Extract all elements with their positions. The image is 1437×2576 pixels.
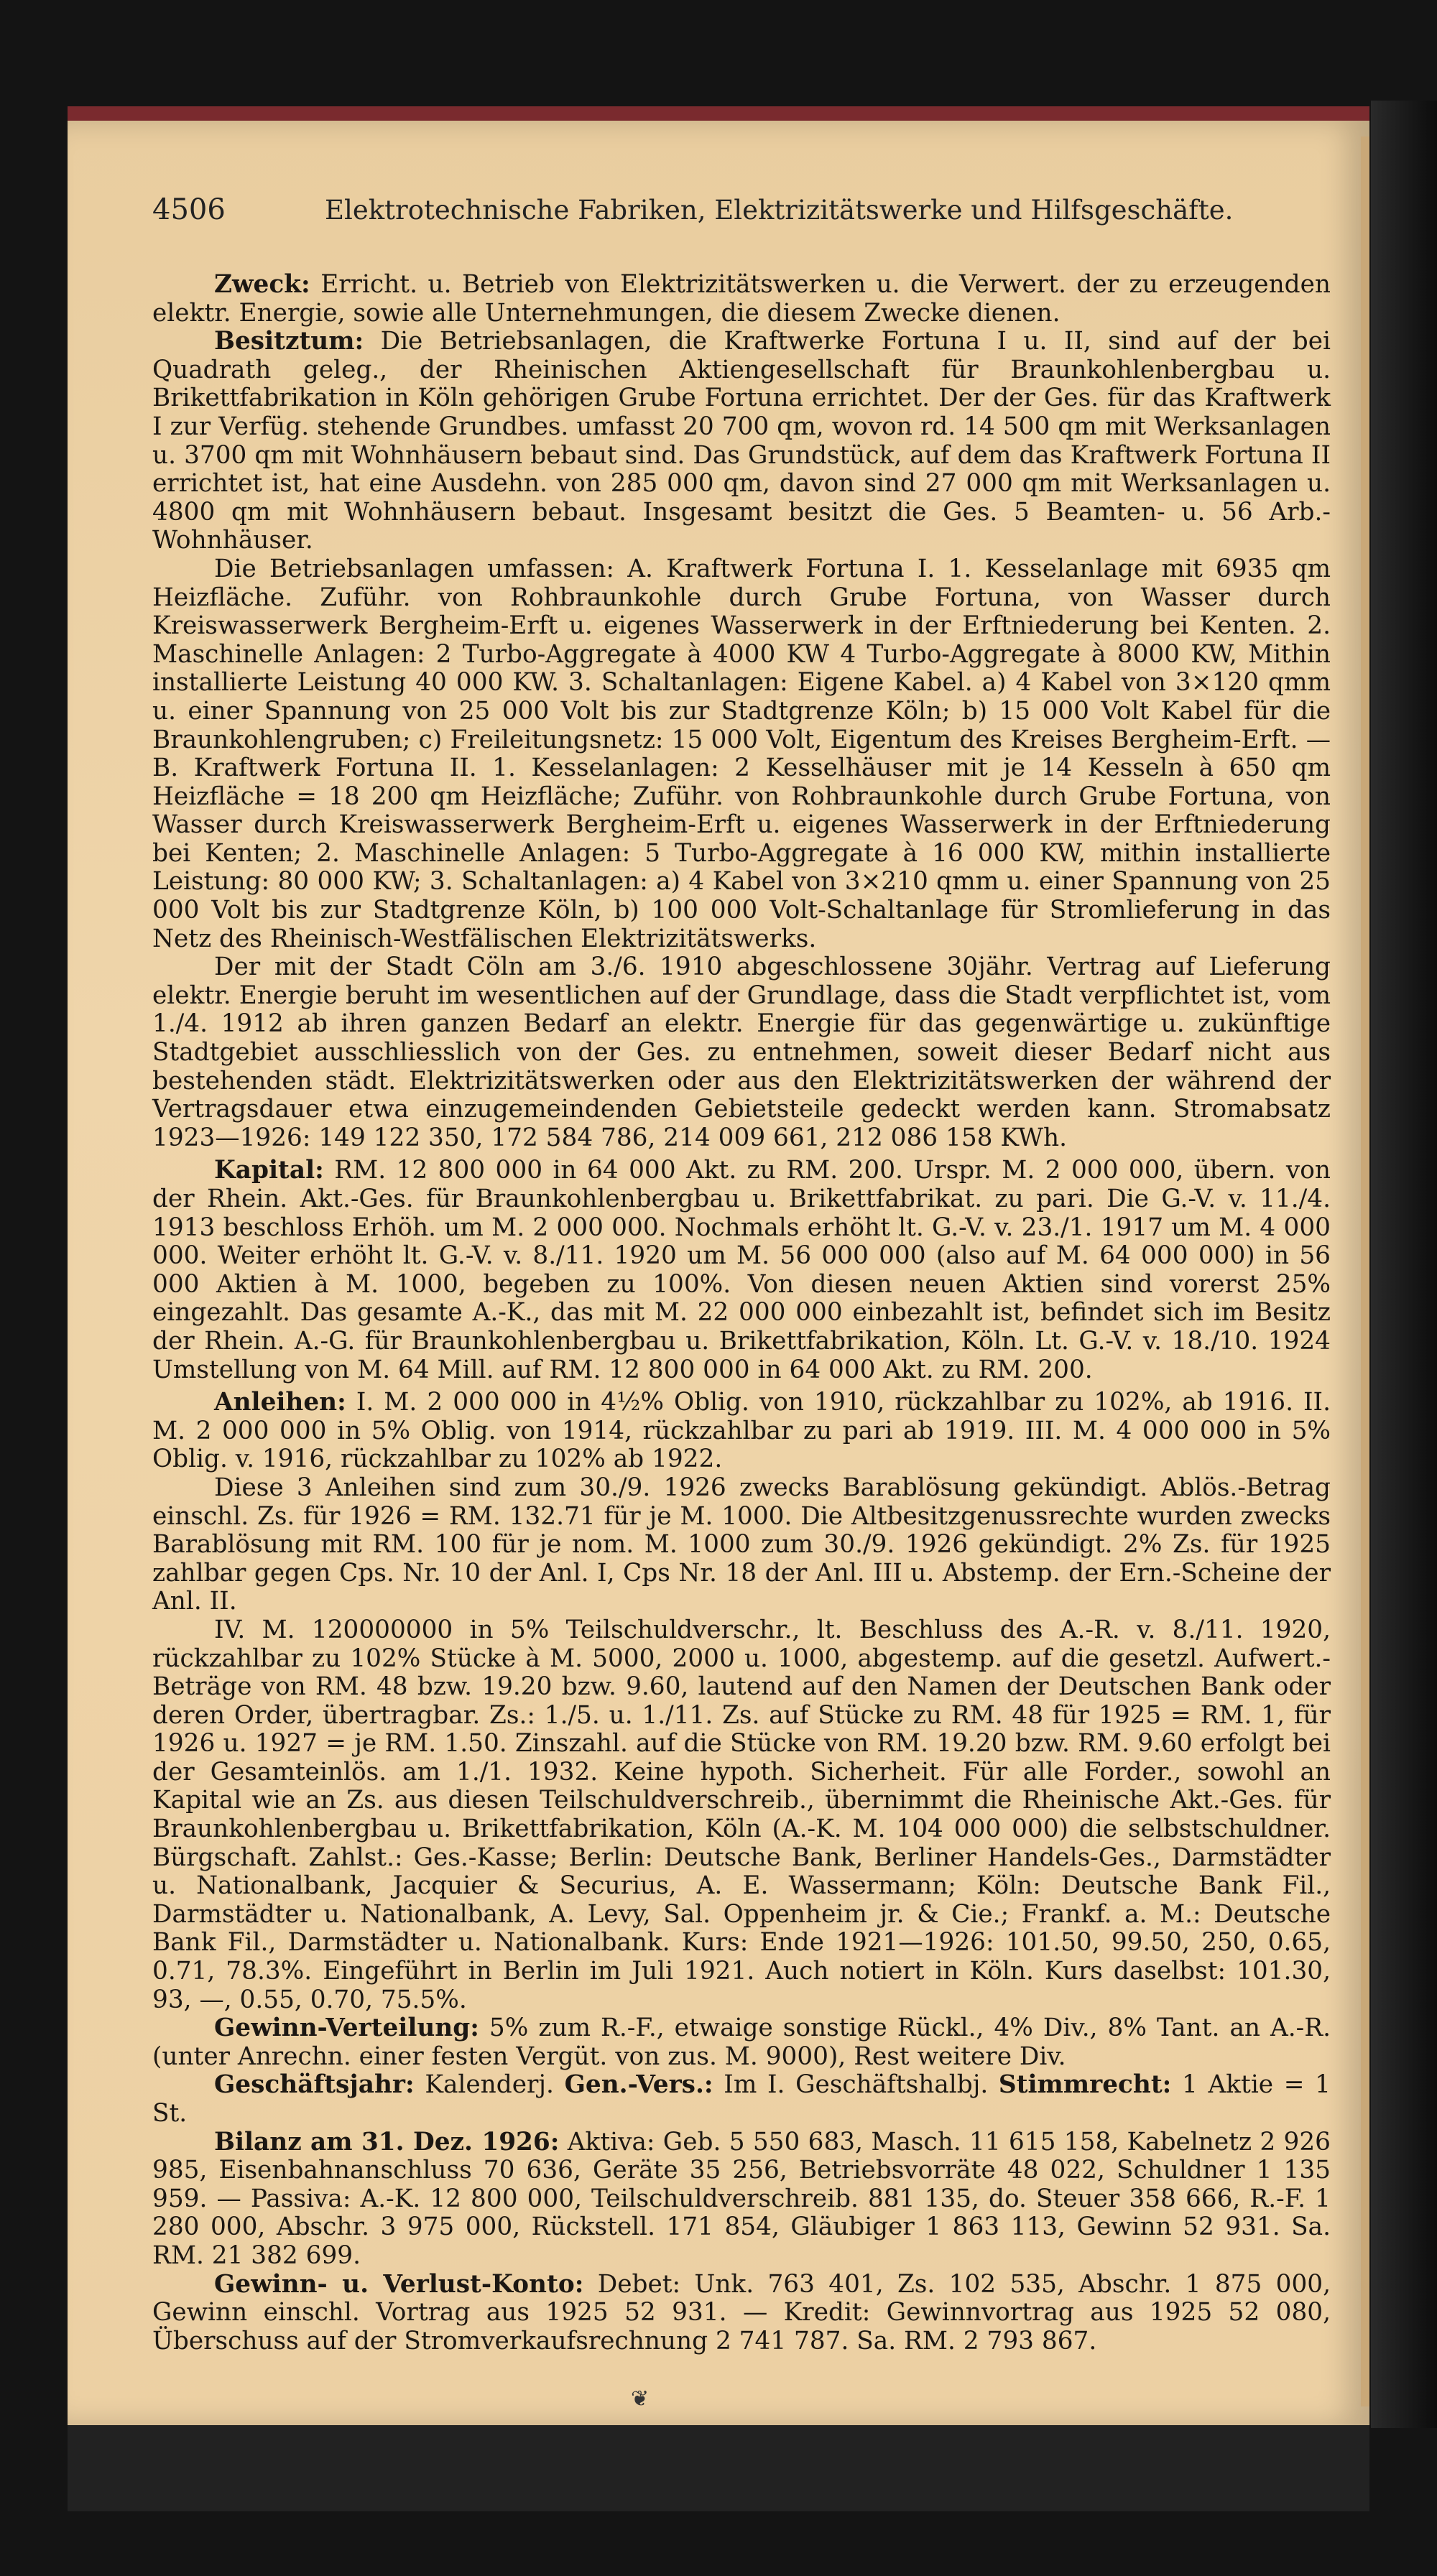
running-head: Elektrotechnische Fabriken, Elektrizitätswerke und Hilfsgeschäfte. bbox=[325, 195, 1234, 226]
paragraph-barablosung: Diese 3 Anleihen sind zum 30./9. 1926 zwecks Barablösung gekündigt. Ablös.-Betrag einschl. Zs. für 1926 = RM. 132.71 für je M. 1000. Die Altbesitzgenussrechte wurden zwecks Barablösung mit RM. 100 für je nom. M. 1000 zum 30./9. 1926 gekündigt. 2% Zs. für 1925 zahlbar gegen Cps. Nr. 10 der Anl. I, Cps Nr. 18 der Anl. III u. Abstemp. der Ern.-Scheine der Anl. II. bbox=[152, 1473, 1331, 1616]
paragraph-vertrag: Der mit der Stadt Cöln am 3./6. 1910 abgeschlossene 30jähr. Vertrag auf Lieferung elektr. Energie beruht im wesentlichen auf der Grundlage, dass die Stadt verpflichtet ist, vom 1./4. 1912 ab ihren ganzen Bedarf an elektr. Energie für das gegenwärtige u. zukünftige Stadtgebiet ausschliesslich von der Ges. zu entnehmen, soweit dieser Bedarf nicht aus bestehenden städt. Elektrizitätswerken oder aus den Elektrizitätswerken der während der Vertragsdauer etwa einzugemeindenden Gebietsteile gedeckt werden kann. Stromabsatz 1923—1926: 149 122 350, 172 584 786, 214 009 661, 212 086 158 KWh. bbox=[152, 953, 1331, 1152]
paragraph-anleihen: Anleihen: I. M. 2 000 000 in 4½% Oblig. von 1910, rückzahlbar zu 102%, ab 1916. II. M. 2 000 000 in 5% Oblig. von 1914, rückzahlbar zu pari ab 1919. III. M. 4 000 000 in 5% Oblig. v. 1916, rückzahlbar zu 102% ab 1922. bbox=[152, 1388, 1331, 1474]
ornament-icon: ❦ bbox=[631, 2386, 650, 2411]
paragraph-teilschuld: IV. M. 120000000 in 5% Teilschuldverschr., lt. Beschluss des A.-R. v. 8./11. 1920, rückzahlbar zu 102% Stücke à M. 5000, 2000 u. 1000, abgestemp. auf die gesetzl. Aufwert.-Beträge von RM. 48 bzw. 19.20 bzw. 9.60, lautend auf den Namen der Deutschen Bank oder deren Order, übertragbar. Zs.: 1./5. u. 1./11. Zs. auf Stücke zu RM. 48 für 1925 = RM. 1, für 1926 u. 1927 = je RM. 1.50. Zinszahl. auf die Stücke von RM. 19.20 bzw. RM. 9.60 erfolgt bei der Gesamteinlös. am 1./1. 1932. Keine hypoth. Sicherheit. Für alle Forder., sowohl an Kapital wie an Zs. aus diesen Teilschuldverschreib., übernimmt die Rheinische Akt.-Ges. für Braunkohlenbergbau u. Brikettfabrikation, Köln (A.-K. M. 104 000 000) die selbstschuldner. Bürgschaft. Zahlst.: Ges.-Kasse; Berlin: Deutsche Bank, Berliner Handels-Ges., Darmstädter u. Nationalbank, Jacquier & Securius, A. E. Wassermann; Köln: Deutsche Bank Fil., Darmstädter u. Nationalbank, A. Levy, Sal. Oppenheim jr. & Cie.; Frankf. a. M.: Deutsche Bank Fil., Darmstädter u. Nationalbank. Kurs: Ende 1921—1926: 101.50, 99.50, 250, 0.65, 0.71, 78.3%. Eingeführt in Berlin im Juli 1921. Auch notiert in Köln. Kurs daselbst: 101.30, 93, —, 0.55, 0.70, 75.5%. bbox=[152, 1615, 1331, 2014]
paragraph-zweck: Zweck: Erricht. u. Betrieb von Elektrizitätswerken u. die Verwert. der zu erzeugenden elektr. Energie, sowie alle Unternehmungen, die diesem Zwecke dienen. bbox=[152, 270, 1331, 328]
paragraph-betriebsanlagen: Die Betriebsanlagen umfassen: A. Kraftwerk Fortuna I. 1. Kesselanlage mit 6935 qm Heizfläche. Zuführ. von Rohbraunkohle durch Grube Fortuna, von Wasser durch Kreiswasserwerk Bergheim-Erft u. eigenes Wasserwerk in der Erftniederung bei Kenten. 2. Maschinelle Anlagen: 2 Turbo-Aggregate à 4000 KW 4 Turbo-Aggregate à 8000 KW, Mithin installierte Leistung 40 000 KW. 3. Schaltanlagen: Eigene Kabel. a) 4 Kabel von 3×120 qmm u. einer Spannung von 25 000 Volt bis zur Stadtgrenze Köln; b) 15 000 Volt Kabel für die Braunkohlengruben; c) Freileitungsnetz: 15 000 Volt, Eigentum des Kreises Bergheim-Erft. — B. Kraftwerk Fortuna II. 1. Kesselanlagen: 2 Kesselhäuser mit je 14 Kesseln à 650 qm Heizfläche = 18 200 qm Heizfläche; Zuführ. von Rohbraunkohle durch Grube Fortuna, von Wasser durch Kreiswasserwerk Bergheim-Erft u. eigenes Wasserwerk in der Erftniederung bei Kenten; 2. Maschinelle Anlagen: 5 Turbo-Aggregate à 16 000 KW, mithin installierte Leistung: 80 000 KW; 3. Schaltanlagen: a) 4 Kabel von 3×210 qmm u. einer Spannung von 25 000 Volt bis zur Stadtgrenze Köln, b) 100 000 Volt-Schaltanlage für Stromlieferung in das Netz des Rheinisch-Westfälischen Elektrizitätswerks. bbox=[152, 554, 1331, 953]
paragraph-besitztum: Besitztum: Die Betriebsanlagen, die Kraftwerke Fortuna I u. II, sind auf der bei Quadrath geleg., der Rheinischen Aktiengesellschaft für Braunkohlenbergbau u. Brikettfabrikation in Köln gehörigen Grube Fortuna errichtet. Der der Ges. für das Kraftwerk I zur Verfüg. stehende Grundbes. umfasst 20 700 qm, wovon rd. 14 500 qm mit Werksanlagen u. 3700 qm mit Wohnhäusern bebaut sind. Das Grundstück, auf dem das Kraftwerk Fortuna II errichtet ist, hat eine Ausdehn. von 285 000 qm, davon sind 27 000 qm mit Werksanlagen u. 4800 qm mit Wohnhäusern bebaut. Insgesamt besitzt die Ges. 5 Beamten- u. 56 Arb.-Wohnhäuser. bbox=[152, 327, 1331, 555]
paragraph-bilanz: Bilanz am 31. Dez. 1926: Aktiva: Geb. 5 550 683, Masch. 11 615 158, Kabelnetz 2 926 985, Eisenbahnanschluss 70 636, Geräte 35 256, Betriebsvorräte 48 022, Schuldner 1 135 959. — Passiva: A.-K. 12 800 000, Teilschuldverschreib. 881 135, do. Steuer 358 666, R.-F. 1 280 000, Abschr. 3 975 000, Rückstell. 171 854, Gläubiger 1 863 113, Gewinn 52 931. Sa. RM. 21 382 699. bbox=[152, 2127, 1331, 2270]
page-number: 4506 bbox=[152, 193, 226, 226]
page-header bbox=[152, 193, 1331, 228]
paragraph-geschaeftsjahr: Geschäftsjahr: Kalenderj. Gen.-Vers.: Im I. Geschäftshalbj. Stimmrecht: 1 Aktie = 1 St. bbox=[152, 2070, 1331, 2128]
page-content bbox=[152, 193, 1331, 2355]
paragraph-gewinn-verlust: Gewinn- u. Verlust-Konto: Debet: Unk. 763 401, Zs. 102 535, Abschr. 1 875 000, Gewinn einschl. Vortrag aus 1925 52 931. — Kredit: Gewinnvortrag aus 1925 52 080, Überschuss auf der Stromverkaufsrechnung 2 741 787. Sa. RM. 2 793 867. bbox=[152, 2269, 1331, 2355]
page-edge bbox=[1361, 136, 1369, 2406]
paragraph-kapital: Kapital: RM. 12 800 000 in 64 000 Akt. zu RM. 200. Urspr. M. 2 000 000, übern. von der Rhein. Akt.-Ges. für Braunkohlenbergbau u. Brikettfabrikat. zu pari. Die G.-V. v. 11./4. 1913 beschloss Erhöh. um M. 2 000 000. Nochmals erhöht lt. G.-V. v. 23./1. 1917 um M. 4 000 000. Weiter erhöht lt. G.-V. v. 8./11. 1920 um M. 56 000 000 (also auf M. 64 000 000) in 56 000 Aktien à M. 1000, begeben zu 100%. Von diesen neuen Aktien sind vorerst 25% eingezahlt. Das gesamte A.-K., das mit M. 22 000 000 einbezahlt ist, befindet sich im Besitz der Rhein. A.-G. für Braunkohlenbergbau u. Brikettfabrikation, Köln. Lt. G.-V. v. 18./10. 1924 Umstellung von M. 64 Mill. auf RM. 12 800 000 in 64 000 Akt. zu RM. 200. bbox=[152, 1156, 1331, 1384]
paragraph-gewinn-verteilung: Gewinn-Verteilung: 5% zum R.-F., etwaige sonstige Rückl., 4% Div., 8% Tant. an A.-R. (unter Anrechn. einer festen Vergüt. von zus. M. 9000), Rest weitere Div. bbox=[152, 2014, 1331, 2071]
book-bottom bbox=[68, 2425, 1369, 2511]
book-spine bbox=[1371, 101, 1437, 2428]
